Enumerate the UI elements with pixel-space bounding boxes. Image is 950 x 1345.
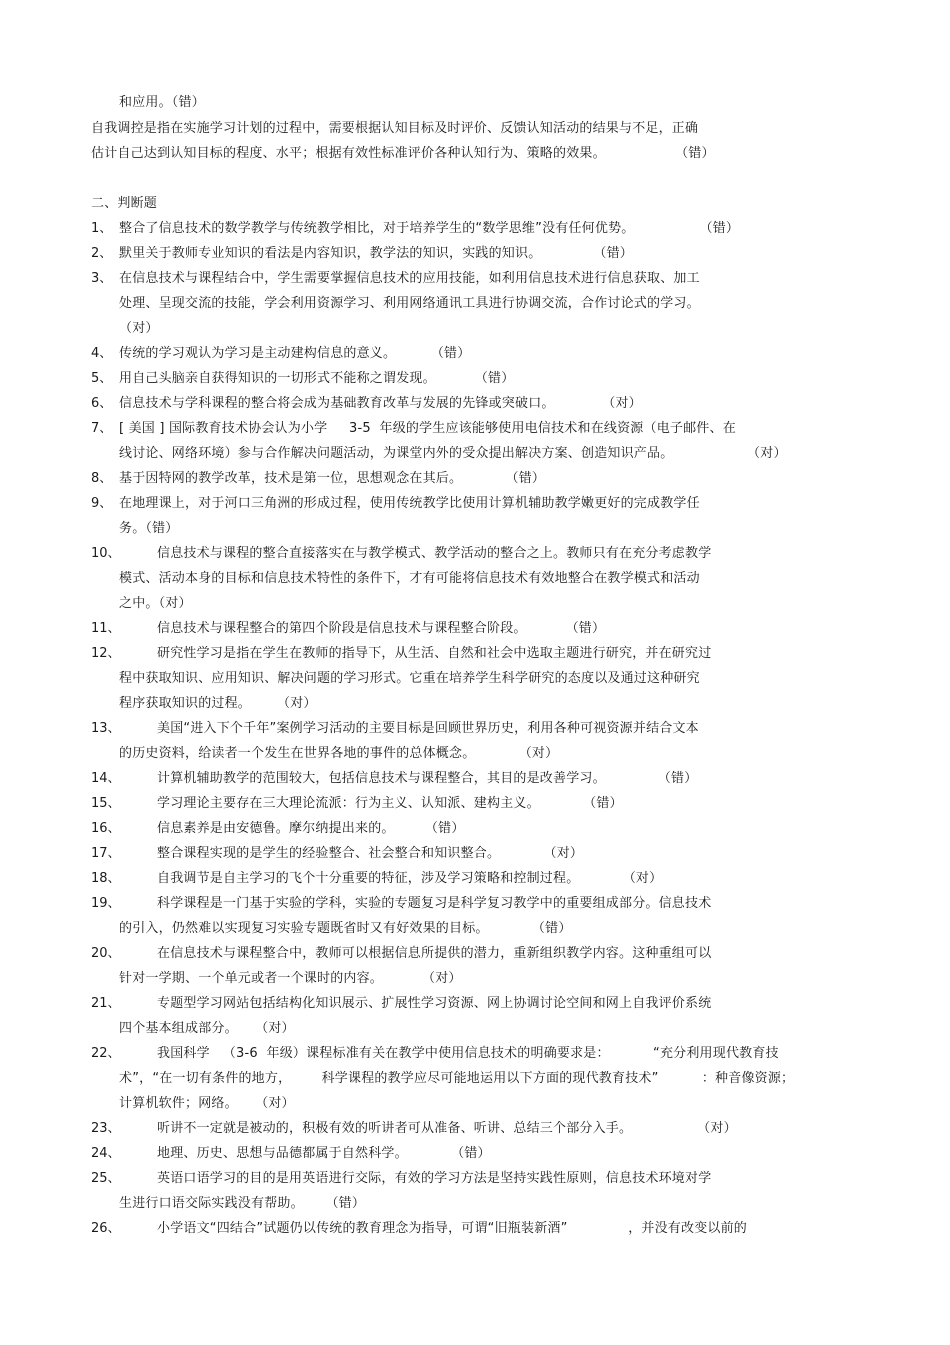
question-text: 的引入，仍然难以实现复习实验专题既省时又有好效果的目标。 （错） xyxy=(119,921,572,936)
question-text: 听讲不一定就是被动的，积极有效的听讲者可从准备、听讲、总结三个部分入手。 （对） xyxy=(157,1121,737,1136)
question-number: 19、 xyxy=(91,896,121,911)
question-text: 自我调节是自主学习的飞个十分重要的特征，涉及学习策略和控制过程。 （对） xyxy=(157,871,663,886)
question-text: 信息技术与学科课程的整合将会成为基础教育改革与发展的先锋或突破口。 （对） xyxy=(119,396,642,411)
question-number: 17、 xyxy=(91,846,121,861)
question-text: 在信息技术与课程整合中，教师可以根据信息所提供的潜力，重新组织教学内容。这种重组可以 xyxy=(157,946,712,961)
question-text: 程中获取知识、应用知识、解决问题的学习形式。它重在培养学生科学研究的态度以及通过这种研究 xyxy=(119,671,700,686)
question-text: 小学语文“四结合”试题仍以传统的教育理念为指导，可谓“旧瓶装新酒” ，并没有改变以前的 xyxy=(157,1221,747,1236)
question-number: 4、 xyxy=(91,346,113,361)
question-text: 线讨论、网络环境）参与合作解决问题活动，为课堂内外的受众提出解决方案、创造知识产品。 （对） xyxy=(119,446,787,461)
question-text: 专题型学习网站包括结构化知识展示、扩展性学习资源、网上协调讨论空间和网上自我评价系统 xyxy=(157,996,712,1011)
question-text: 处理、呈现交流的技能，学会利用资源学习、利用网络通讯工具进行协调交流，合作讨论式的学习。 xyxy=(119,296,700,311)
question-number: 22、 xyxy=(91,1046,121,1061)
question-number: 23、 xyxy=(91,1121,121,1136)
question-text: 计算机软件；网络。 （对） xyxy=(119,1096,295,1111)
question-text: 的历史资料，给读者一个发生在世界各地的事件的总体概念。 （对） xyxy=(119,746,559,761)
question-text: 术”，“在一切有条件的地方， 科学课程的教学应尽可能地运用以下方面的现代教育技术” ：种音像资源； xyxy=(119,1071,795,1086)
question-text: 研究性学习是指在学生在教师的指导下，从生活、自然和社会中选取主题进行研究，并在研究过 xyxy=(157,646,712,661)
question-number: 1、 xyxy=(91,221,113,236)
question-number: 12、 xyxy=(91,646,121,661)
question-text: 基于因特网的教学改革，技术是第一位，思想观念在其后。 （错） xyxy=(119,471,546,486)
question-text: 用自己头脑亲自获得知识的一切形式不能称之谓发现。 （错） xyxy=(119,371,515,386)
question-number: 25、 xyxy=(91,1171,121,1186)
question-text: 信息素养是由安德鲁。摩尔纳提出来的。 （错） xyxy=(157,821,465,836)
intro-line: 自我调控是指在实施学习计划的过程中，需要根据认知目标及时评价、反馈认知活动的结果与不足，正确 xyxy=(91,121,699,136)
question-text: 科学课程是一门基于实验的学科，实验的专题复习是科学复习教学中的重要组成部分。信息技术 xyxy=(157,896,712,911)
question-text: （对） xyxy=(119,321,159,336)
question-number: 16、 xyxy=(91,821,121,836)
question-text: 四个基本组成部分。 （对） xyxy=(119,1021,295,1036)
question-number: 18、 xyxy=(91,871,121,886)
section-title: 二、判断题 xyxy=(91,196,158,211)
question-number: 7、 xyxy=(91,421,113,436)
question-text: 信息技术与课程整合的第四个阶段是信息技术与课程整合阶段。 （错） xyxy=(157,621,606,636)
question-text: 生进行口语交际实践没有帮助。 （错） xyxy=(119,1196,366,1211)
question-number: 21、 xyxy=(91,996,121,1011)
question-number: 11、 xyxy=(91,621,121,636)
question-text: 在地理课上，对于河口三角洲的形成过程，使用传统教学比使用计算机辅助教学嫩更好的完成教学任 xyxy=(119,496,700,511)
question-text: 英语口语学习的目的是用英语进行交际，有效的学习方法是坚持实践性原则，信息技术环境对学 xyxy=(157,1171,712,1186)
question-text: 务。（错） xyxy=(119,521,179,536)
question-number: 13、 xyxy=(91,721,121,736)
question-text: [ 美国 ] 国际教育技术协会认为小学 3-5 年级的学生应该能够使用电信技术和在线资源（电子邮件、在 xyxy=(119,421,736,436)
intro-line: 和应用。（错） xyxy=(119,95,205,110)
question-number: 2、 xyxy=(91,246,113,261)
question-text: 整合课程实现的是学生的经验整合、社会整合和知识整合。 （对） xyxy=(157,846,584,861)
question-number: 26、 xyxy=(91,1221,121,1236)
question-number: 15、 xyxy=(91,796,121,811)
question-text: 默里关于教师专业知识的看法是内容知识，教学法的知识，实践的知识。 （错） xyxy=(119,246,633,261)
question-text: 我国科学 （3-6 年级）课程标准有关在教学中使用信息技术的明确要求是： “充分利用现代教育技 xyxy=(157,1046,779,1061)
question-text: 学习理论主要存在三大理论流派：行为主义、认知派、建构主义。 （错） xyxy=(157,796,623,811)
question-text: 在信息技术与课程结合中，学生需要掌握信息技术的应用技能，如利用信息技术进行信息获取、加工 xyxy=(119,271,700,286)
question-text: 美国“进入下个千年”案例学习活动的主要目标是回顾世界历史，利用各种可视资源并结合文本 xyxy=(157,721,699,736)
question-text: 信息技术与课程的整合直接落实在与教学模式、教学活动的整合之上。教师只有在充分考虑教学 xyxy=(157,546,712,561)
question-number: 9、 xyxy=(91,496,113,511)
question-number: 3、 xyxy=(91,271,113,286)
question-text: 程序获取知识的过程。 （对） xyxy=(119,696,317,711)
question-number: 14、 xyxy=(91,771,121,786)
question-number: 20、 xyxy=(91,946,121,961)
question-text: 模式、活动本身的目标和信息技术特性的条件下，才有可能将信息技术有效地整合在教学模式和活动 xyxy=(119,571,700,586)
question-text: 传统的学习观认为学习是主动建构信息的意义。 （错） xyxy=(119,346,471,361)
question-number: 5、 xyxy=(91,371,113,386)
question-text: 整合了信息技术的数学教学与传统教学相比，对于培养学生的“数学思维”没有任何优势。 （错） xyxy=(119,221,740,236)
question-text: 针对一学期、一个单元或者一个课时的内容。 （对） xyxy=(119,971,462,986)
question-text: 地理、历史、思想与品德都属于自然科学。 （错） xyxy=(157,1146,491,1161)
question-number: 10、 xyxy=(91,546,121,561)
question-number: 24、 xyxy=(91,1146,121,1161)
question-text: 之中。（对） xyxy=(119,596,192,611)
question-number: 6、 xyxy=(91,396,113,411)
intro-line: 估计自己达到认知目标的程度、水平；根据有效性标准评价各种认知行为、策略的效果。 （错） xyxy=(91,146,715,161)
question-text: 计算机辅助教学的范围较大，包括信息技术与课程整合，其目的是改善学习。 （错） xyxy=(157,771,698,786)
question-number: 8、 xyxy=(91,471,113,486)
